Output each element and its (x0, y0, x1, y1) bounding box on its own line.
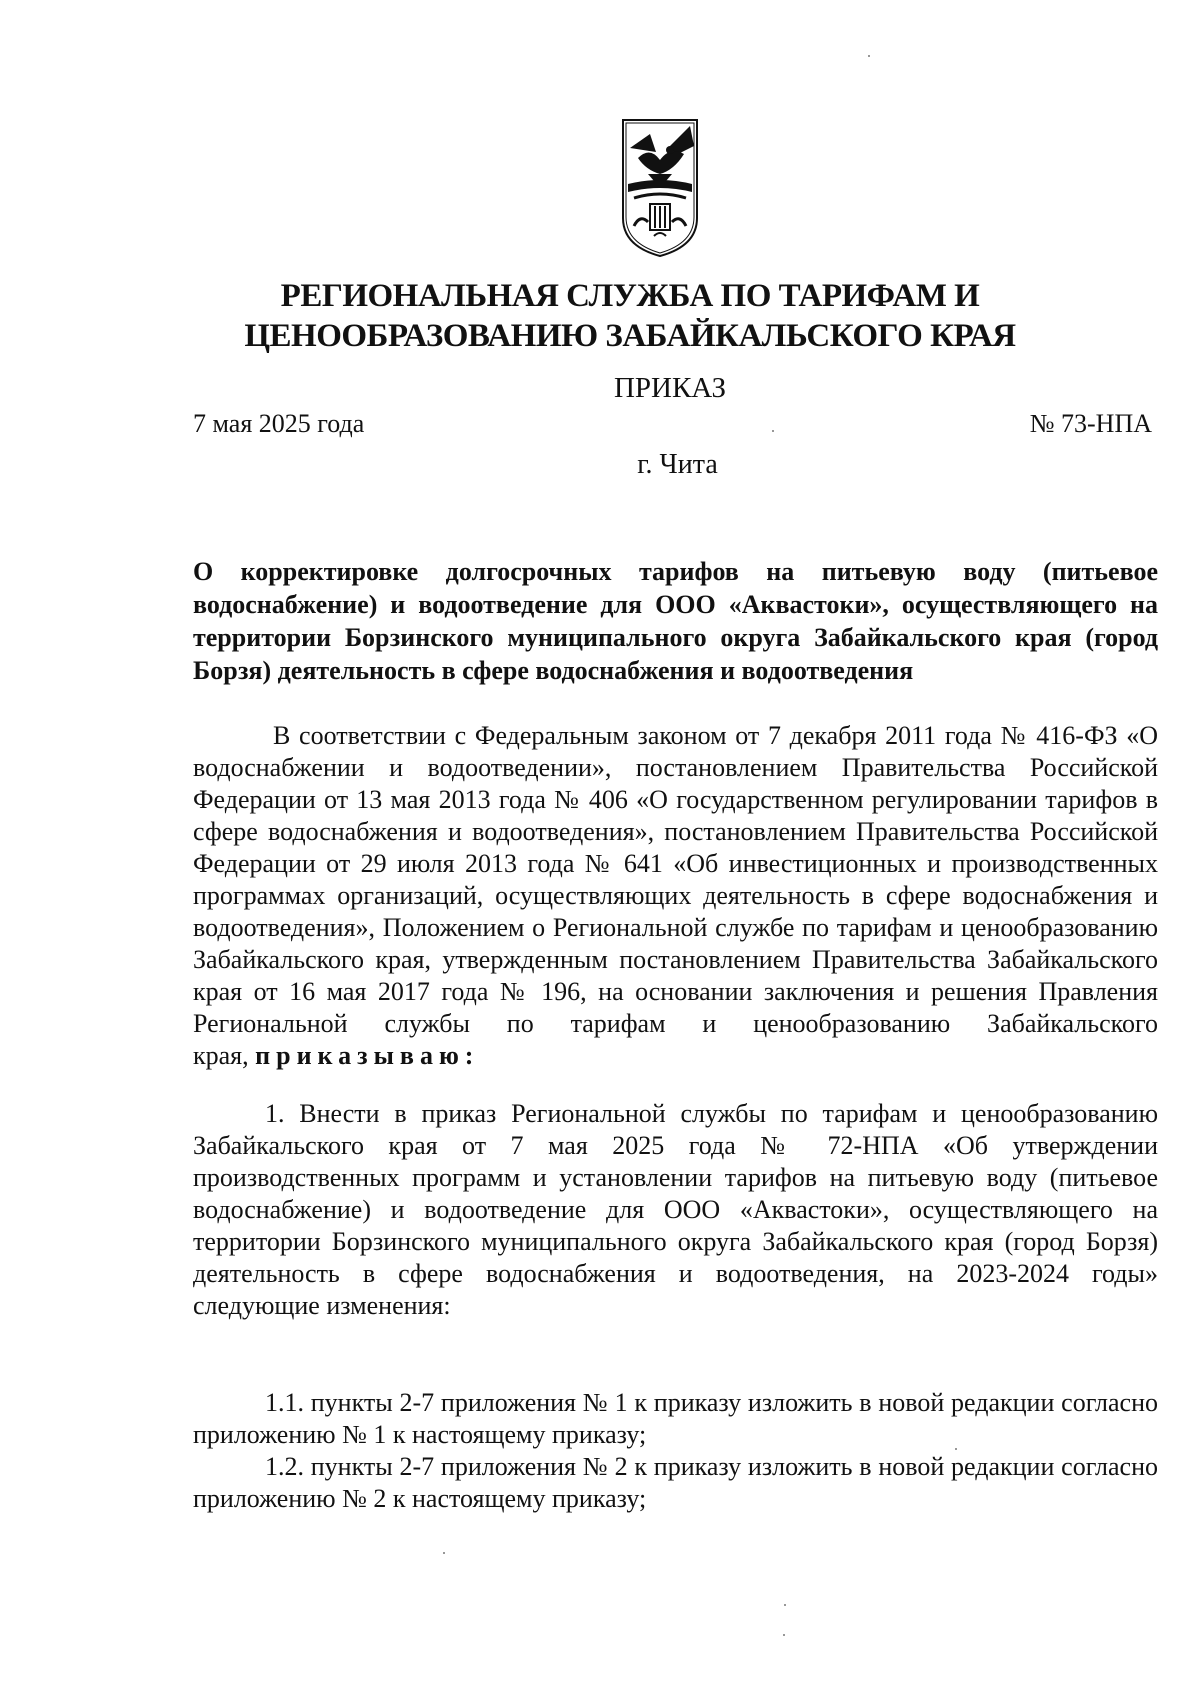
scan-speck (772, 430, 774, 432)
scan-speck (868, 55, 870, 57)
document-type: ПРИКАЗ (613, 372, 727, 404)
scan-speck (784, 1604, 786, 1606)
order-word: приказываю: (255, 1041, 480, 1070)
item-1-paragraph: 1. Внести в приказ Региональной службы по тарифам и ценообразованию Забайкальского края от 7 мая 2025 года № 72-НПА «Об утверждении производственных программ и установлении тарифов на питьевую воду (питьевое водоснабжение) и водоотведение для ООО «Аквастоки», осуществляющего на территории Борзинского муниципального округа Забайкальского края (город Борзя) деятельность в сфере водоснабжения и водоотведения, на 2023-2024 годы» следующие изменения: (193, 1099, 1158, 1320)
document-date: 7 мая 2025 года (193, 409, 365, 438)
item-1-1-paragraph: 1.1. пункты 2-7 приложения № 1 к приказу изложить в новой редакции согласно приложению № 1 к настоящему приказу; (193, 1388, 1158, 1449)
scan-speck (955, 1448, 957, 1450)
agency-name-line1: РЕГИОНАЛЬНАЯ СЛУЖБА ПО ТАРИФАМ И (280, 278, 980, 314)
coat-of-arms-icon (620, 118, 700, 258)
document-title: О корректировке долгосрочных тарифов на питьевую воду (питьевое водоснабжение) и водоотведение для ООО «Аквастоки», осуществляющего на территории Борзинского муниципального округа Забайкальского края (город Борзя) деятельность в сфере водоснабжения и водоотведения (193, 557, 1158, 685)
item-1-2-paragraph: 1.2. пункты 2-7 приложения № 2 к приказу изложить в новой редакции согласно приложению № 2 к настоящему приказу; (193, 1452, 1158, 1513)
agency-name-line2: ЦЕНООБРАЗОВАНИЮ ЗАБАЙКАЛЬСКОГО КРАЯ (244, 318, 1016, 354)
document-city: г. Чита (637, 449, 718, 480)
document-number: № 73-НПА (1029, 409, 1152, 438)
scan-speck (783, 1634, 785, 1636)
preamble-text: В соответствии с Федеральным законом от 7 декабря 2011 года № 416-ФЗ «О водоснабжении и водоотведении», постановлением Правительства Российской Федерации от 13 мая 2013 года № 406 «О государственном регулировании тарифов в сфере водоснабжения и водоотведения», постановлением Правительства Российской Федерации от 29 июля 2013 года № 641 «Об инвестиционных и производственных программах организаций, осуществляющих деятельность в сфере водоснабжения и водоотведения», Положением о Региональной службе по тарифам и ценообразованию Забайкальского края, утвержденным постановлением Правительства Забайкальского края от 16 мая 2017 года № 196, на основании заключения и решения Правления Региональной службы по тарифам и ценообразованию Забайкальского края, (193, 721, 1158, 1070)
scan-speck (443, 1552, 445, 1554)
preamble-paragraph (193, 720, 1158, 1072)
